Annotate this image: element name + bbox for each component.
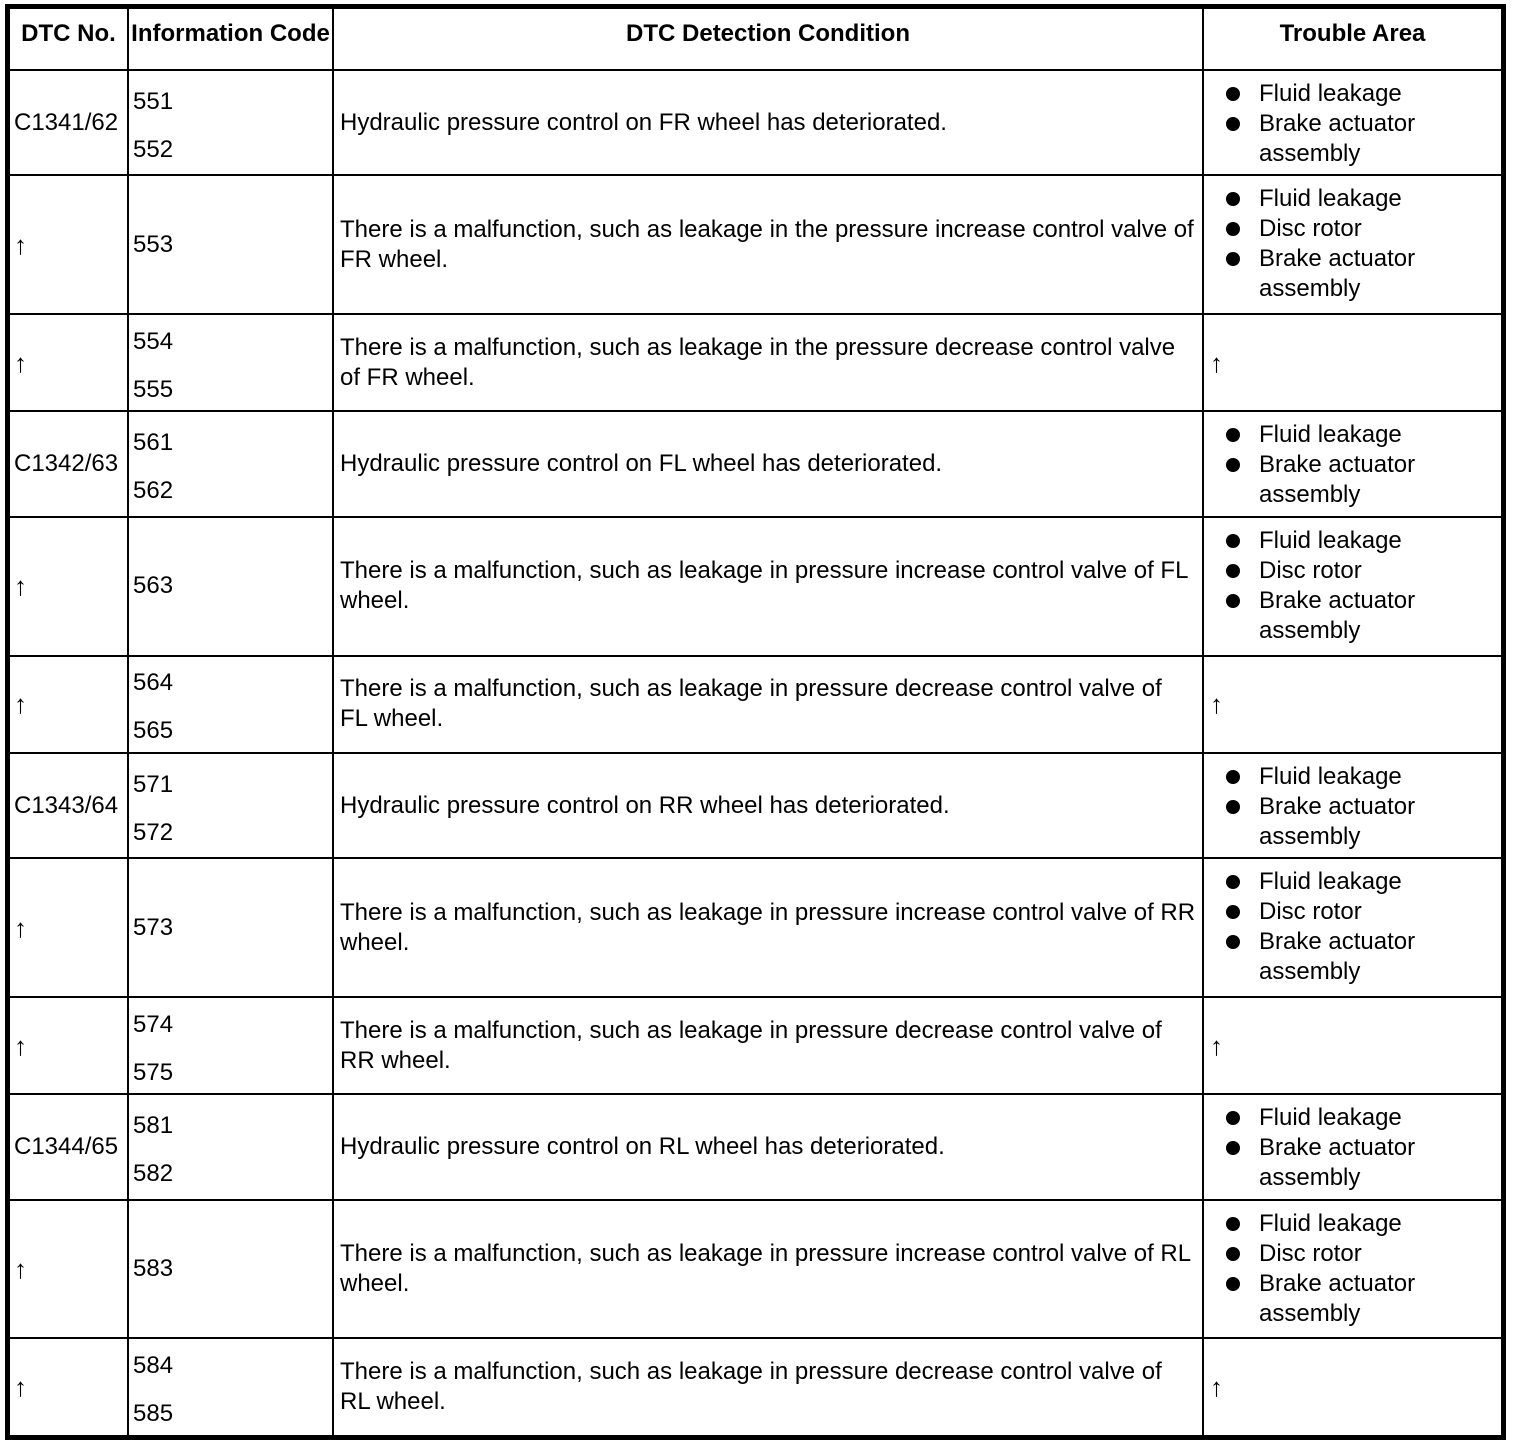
trouble-area-item <box>1226 79 1501 109</box>
bullet-icon <box>1226 875 1240 889</box>
trouble-area-item <box>1226 586 1501 646</box>
trouble-area-item <box>1226 792 1501 852</box>
bullet-icon <box>1226 458 1240 472</box>
detection-condition-cell: There is a malfunction, such as leakage in pressure increase control valve of RL wheel. <box>333 1200 1203 1339</box>
trouble-area-text: Fluid leakage <box>1259 1209 1402 1237</box>
dtc-table-container <box>5 4 1506 1440</box>
bullet-icon <box>1226 192 1240 206</box>
dtc-no-cell: C1343/64 <box>9 753 128 858</box>
bullet-icon <box>1226 800 1240 814</box>
bullet-icon <box>1226 564 1240 578</box>
bullet-icon <box>1226 117 1240 131</box>
table-body <box>9 70 1502 1436</box>
trouble-area-text: Fluid leakage <box>1259 762 1402 790</box>
dtc-no-cell: C1344/65 <box>9 1094 128 1199</box>
information-code: 552 <box>133 135 174 163</box>
bullet-icon <box>1226 1247 1240 1261</box>
detection-condition-cell: There is a malfunction, such as leakage in pressure increase control valve of FL wheel. <box>333 517 1203 656</box>
table-row <box>9 1094 1502 1199</box>
dtc-no-ditto-arrow: ↑ <box>9 1338 128 1436</box>
trouble-area-item <box>1226 244 1501 304</box>
trouble-area-list <box>1226 1209 1501 1329</box>
detection-condition-cell: There is a malfunction, such as leakage in pressure increase control valve of RR wheel. <box>333 858 1203 997</box>
information-code: 564 <box>133 669 174 697</box>
bullet-icon <box>1226 594 1240 608</box>
trouble-area-item <box>1226 1133 1501 1193</box>
table-row <box>9 1338 1502 1436</box>
detection-condition-cell: Hydraulic pressure control on RL wheel has deteriorated. <box>333 1094 1203 1199</box>
bullet-icon <box>1226 252 1240 266</box>
dtc-no-cell: C1342/63 <box>9 411 128 516</box>
trouble-area-item <box>1226 214 1501 244</box>
information-code: 565 <box>133 717 174 745</box>
trouble-area-ditto-arrow: ↑ <box>1203 997 1502 1094</box>
trouble-area-item <box>1226 420 1501 450</box>
detection-condition-cell: There is a malfunction, such as leakage in pressure decrease control valve of FL wheel. <box>333 656 1203 753</box>
trouble-area-ditto-arrow: ↑ <box>1203 656 1502 753</box>
bullet-icon <box>1226 428 1240 442</box>
header-trouble-area: Trouble Area <box>1203 8 1502 70</box>
trouble-area-text: Fluid leakage <box>1259 1104 1402 1132</box>
trouble-area-item <box>1226 109 1501 169</box>
detection-condition-cell: Hydraulic pressure control on RR wheel has deteriorated. <box>333 753 1203 858</box>
trouble-area-list <box>1226 79 1501 169</box>
information-code-cell <box>128 656 333 753</box>
table-row <box>9 517 1502 656</box>
trouble-area-text: Fluid leakage <box>1259 421 1402 449</box>
trouble-area-list <box>1226 867 1501 987</box>
trouble-area-cell <box>1203 517 1502 656</box>
trouble-area-list <box>1226 762 1501 852</box>
trouble-area-text: Brake actuator assembly <box>1259 928 1416 986</box>
information-code: 554 <box>133 327 174 355</box>
information-code-cell <box>128 1200 333 1339</box>
bullet-icon <box>1226 770 1240 784</box>
information-code: 574 <box>133 1010 174 1038</box>
information-code-cell <box>128 1094 333 1199</box>
trouble-area-list <box>1226 184 1501 304</box>
trouble-area-text: Disc rotor <box>1259 1239 1362 1267</box>
information-code: 581 <box>133 1112 174 1140</box>
trouble-area-text: Brake actuator assembly <box>1259 110 1416 167</box>
trouble-area-item <box>1226 867 1501 897</box>
dtc-no-ditto-arrow: ↑ <box>9 656 128 753</box>
information-code: 583 <box>133 1255 174 1283</box>
trouble-area-text: Brake actuator assembly <box>1259 245 1416 303</box>
trouble-area-item <box>1226 1209 1501 1239</box>
information-code: 563 <box>133 572 174 600</box>
trouble-area-text: Fluid leakage <box>1259 868 1402 896</box>
detection-condition-cell: There is a malfunction, such as leakage in pressure decrease control valve of RR wheel. <box>333 997 1203 1094</box>
header-information-code: Information Code <box>128 8 333 70</box>
information-code-cell <box>128 517 333 656</box>
trouble-area-item <box>1226 1103 1501 1133</box>
detection-condition-cell: There is a malfunction, such as leakage in the pressure decrease control valve of FR wheel. <box>333 314 1203 411</box>
trouble-area-cell <box>1203 1200 1502 1339</box>
trouble-area-cell <box>1203 1094 1502 1199</box>
trouble-area-text: Fluid leakage <box>1259 80 1402 107</box>
bullet-icon <box>1226 1111 1240 1125</box>
header-row <box>9 8 1502 70</box>
trouble-area-list <box>1226 1103 1501 1193</box>
table-row <box>9 997 1502 1094</box>
dtc-no-ditto-arrow: ↑ <box>9 997 128 1094</box>
information-code-cell <box>128 175 333 314</box>
trouble-area-cell <box>1203 411 1502 516</box>
trouble-area-cell <box>1203 753 1502 858</box>
bullet-icon <box>1226 1141 1240 1155</box>
dtc-no-cell: C1341/62 <box>9 70 128 175</box>
dtc-table <box>8 7 1503 1437</box>
information-code: 561 <box>133 429 174 457</box>
information-code: 571 <box>133 770 174 798</box>
trouble-area-cell <box>1203 175 1502 314</box>
bullet-icon <box>1226 222 1240 236</box>
trouble-area-text: Disc rotor <box>1259 556 1362 584</box>
trouble-area-text: Fluid leakage <box>1259 526 1402 554</box>
detection-condition-cell: Hydraulic pressure control on FR wheel has deteriorated. <box>333 70 1203 175</box>
table-row <box>9 70 1502 175</box>
trouble-area-item <box>1226 1239 1501 1269</box>
trouble-area-list <box>1226 420 1501 510</box>
information-code: 551 <box>133 87 174 115</box>
bullet-icon <box>1226 935 1240 949</box>
information-code-cell <box>128 753 333 858</box>
information-code-cell <box>128 997 333 1094</box>
information-code: 555 <box>133 375 174 403</box>
trouble-area-cell <box>1203 858 1502 997</box>
trouble-area-ditto-arrow: ↑ <box>1203 1338 1502 1436</box>
information-code-cell <box>128 858 333 997</box>
information-code: 582 <box>133 1160 174 1188</box>
trouble-area-text: Disc rotor <box>1259 898 1362 926</box>
trouble-area-text: Fluid leakage <box>1259 185 1402 213</box>
trouble-area-text: Brake actuator assembly <box>1259 1269 1416 1327</box>
trouble-area-item <box>1226 897 1501 927</box>
dtc-no-ditto-arrow: ↑ <box>9 858 128 997</box>
trouble-area-text: Brake actuator assembly <box>1259 1134 1416 1192</box>
trouble-area-item <box>1226 1269 1501 1329</box>
detection-condition-cell: Hydraulic pressure control on FL wheel has deteriorated. <box>333 411 1203 516</box>
table-row <box>9 175 1502 314</box>
trouble-area-item <box>1226 184 1501 214</box>
header-dtc-no: DTC No. <box>9 8 128 70</box>
trouble-area-item <box>1226 450 1501 510</box>
trouble-area-text: Brake actuator assembly <box>1259 792 1416 850</box>
bullet-icon <box>1226 1217 1240 1231</box>
trouble-area-ditto-arrow: ↑ <box>1203 314 1502 411</box>
table-row <box>9 656 1502 753</box>
header-detection-condition: DTC Detection Condition <box>333 8 1203 70</box>
table-row <box>9 314 1502 411</box>
trouble-area-item <box>1226 927 1501 987</box>
trouble-area-item <box>1226 526 1501 556</box>
trouble-area-list <box>1226 526 1501 646</box>
bullet-icon <box>1226 534 1240 548</box>
detection-condition-cell: There is a malfunction, such as leakage in the pressure increase control valve of FR wheel. <box>333 175 1203 314</box>
trouble-area-cell <box>1203 70 1502 175</box>
information-code: 562 <box>133 477 174 505</box>
information-code: 575 <box>133 1058 174 1086</box>
information-code: 553 <box>133 230 174 258</box>
information-code-cell <box>128 1338 333 1436</box>
table-row <box>9 1200 1502 1339</box>
trouble-area-text: Brake actuator assembly <box>1259 586 1416 644</box>
dtc-no-ditto-arrow: ↑ <box>9 175 128 314</box>
information-code-cell <box>128 314 333 411</box>
trouble-area-text: Brake actuator assembly <box>1259 451 1416 509</box>
dtc-no-ditto-arrow: ↑ <box>9 1200 128 1339</box>
information-code: 584 <box>133 1352 174 1380</box>
trouble-area-text: Disc rotor <box>1259 215 1362 243</box>
information-code-cell <box>128 70 333 175</box>
dtc-no-ditto-arrow: ↑ <box>9 517 128 656</box>
table-row <box>9 753 1502 858</box>
bullet-icon <box>1226 1277 1240 1291</box>
detection-condition-cell: There is a malfunction, such as leakage in pressure decrease control valve of RL wheel. <box>333 1338 1203 1436</box>
table-row <box>9 858 1502 997</box>
trouble-area-item <box>1226 762 1501 792</box>
bullet-icon <box>1226 905 1240 919</box>
bullet-icon <box>1226 87 1240 101</box>
information-code: 573 <box>133 913 174 941</box>
information-code: 572 <box>133 818 174 846</box>
trouble-area-item <box>1226 556 1501 586</box>
information-code: 585 <box>133 1400 174 1428</box>
information-code-cell <box>128 411 333 516</box>
dtc-no-ditto-arrow: ↑ <box>9 314 128 411</box>
table-row <box>9 411 1502 516</box>
